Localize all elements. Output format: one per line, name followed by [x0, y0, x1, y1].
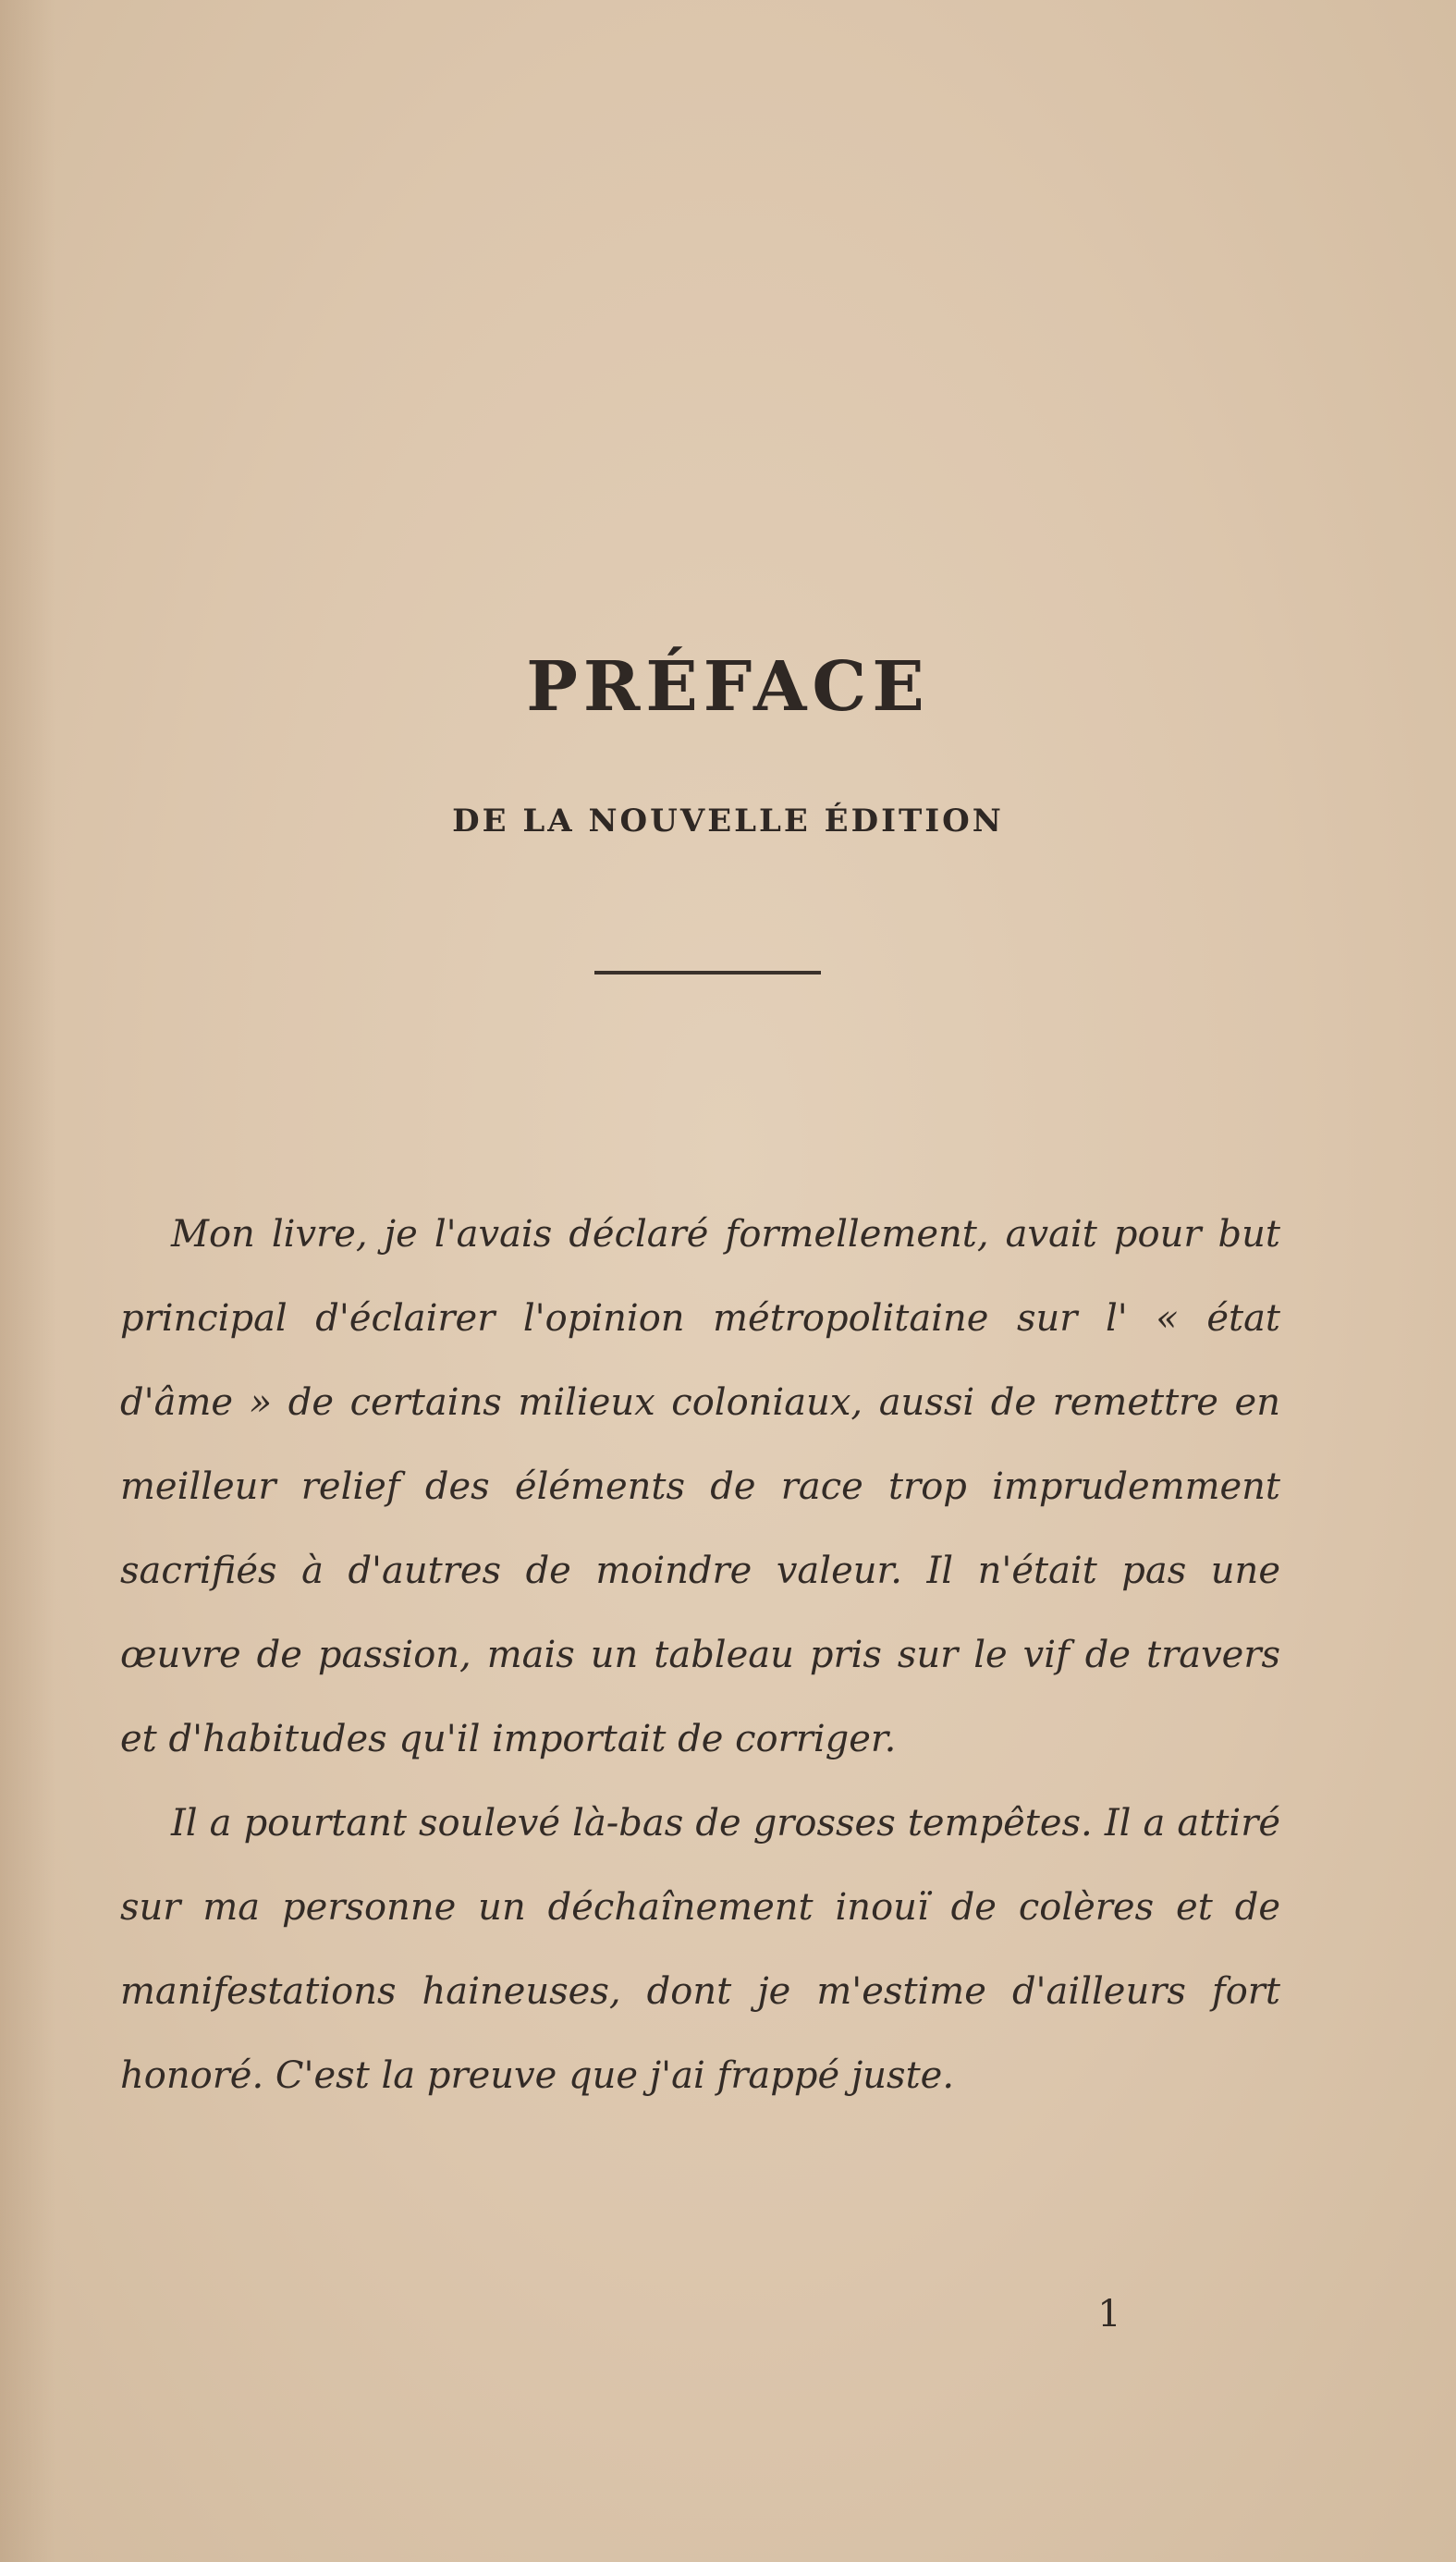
preface-body: [120, 1193, 1280, 2118]
page-number: 1: [1097, 2293, 1121, 2335]
paragraph-1: Mon livre, je l'avais déclaré formellement, avait pour but principal d'éclairer l'opinion métropolitaine sur l' « état d'âme » de certains milieux coloniaux, aussi de remettre en meilleur relief des éléments de race trop imprudemment sacrifiés à d'autres de moindre valeur. Il n'était pas une œuvre de passion, mais un tableau pris sur le vif de travers et d'habitudes qu'il importait de corriger.: [120, 1213, 1280, 1760]
paragraph-2: Il a pourtant soulevé là-bas de grosses tempêtes. Il a attiré sur ma personne un déchaînement inouï de colères et de manifestations haineuses, dont je m'estime d'ailleurs fort honoré. C'est la preuve que j'ai frappé juste.: [120, 1802, 1280, 2097]
title-divider-rule: [594, 971, 821, 975]
page-subtitle: DE LA NOUVELLE ÉDITION: [452, 803, 1004, 840]
page-title: PRÉFACE: [526, 647, 930, 727]
